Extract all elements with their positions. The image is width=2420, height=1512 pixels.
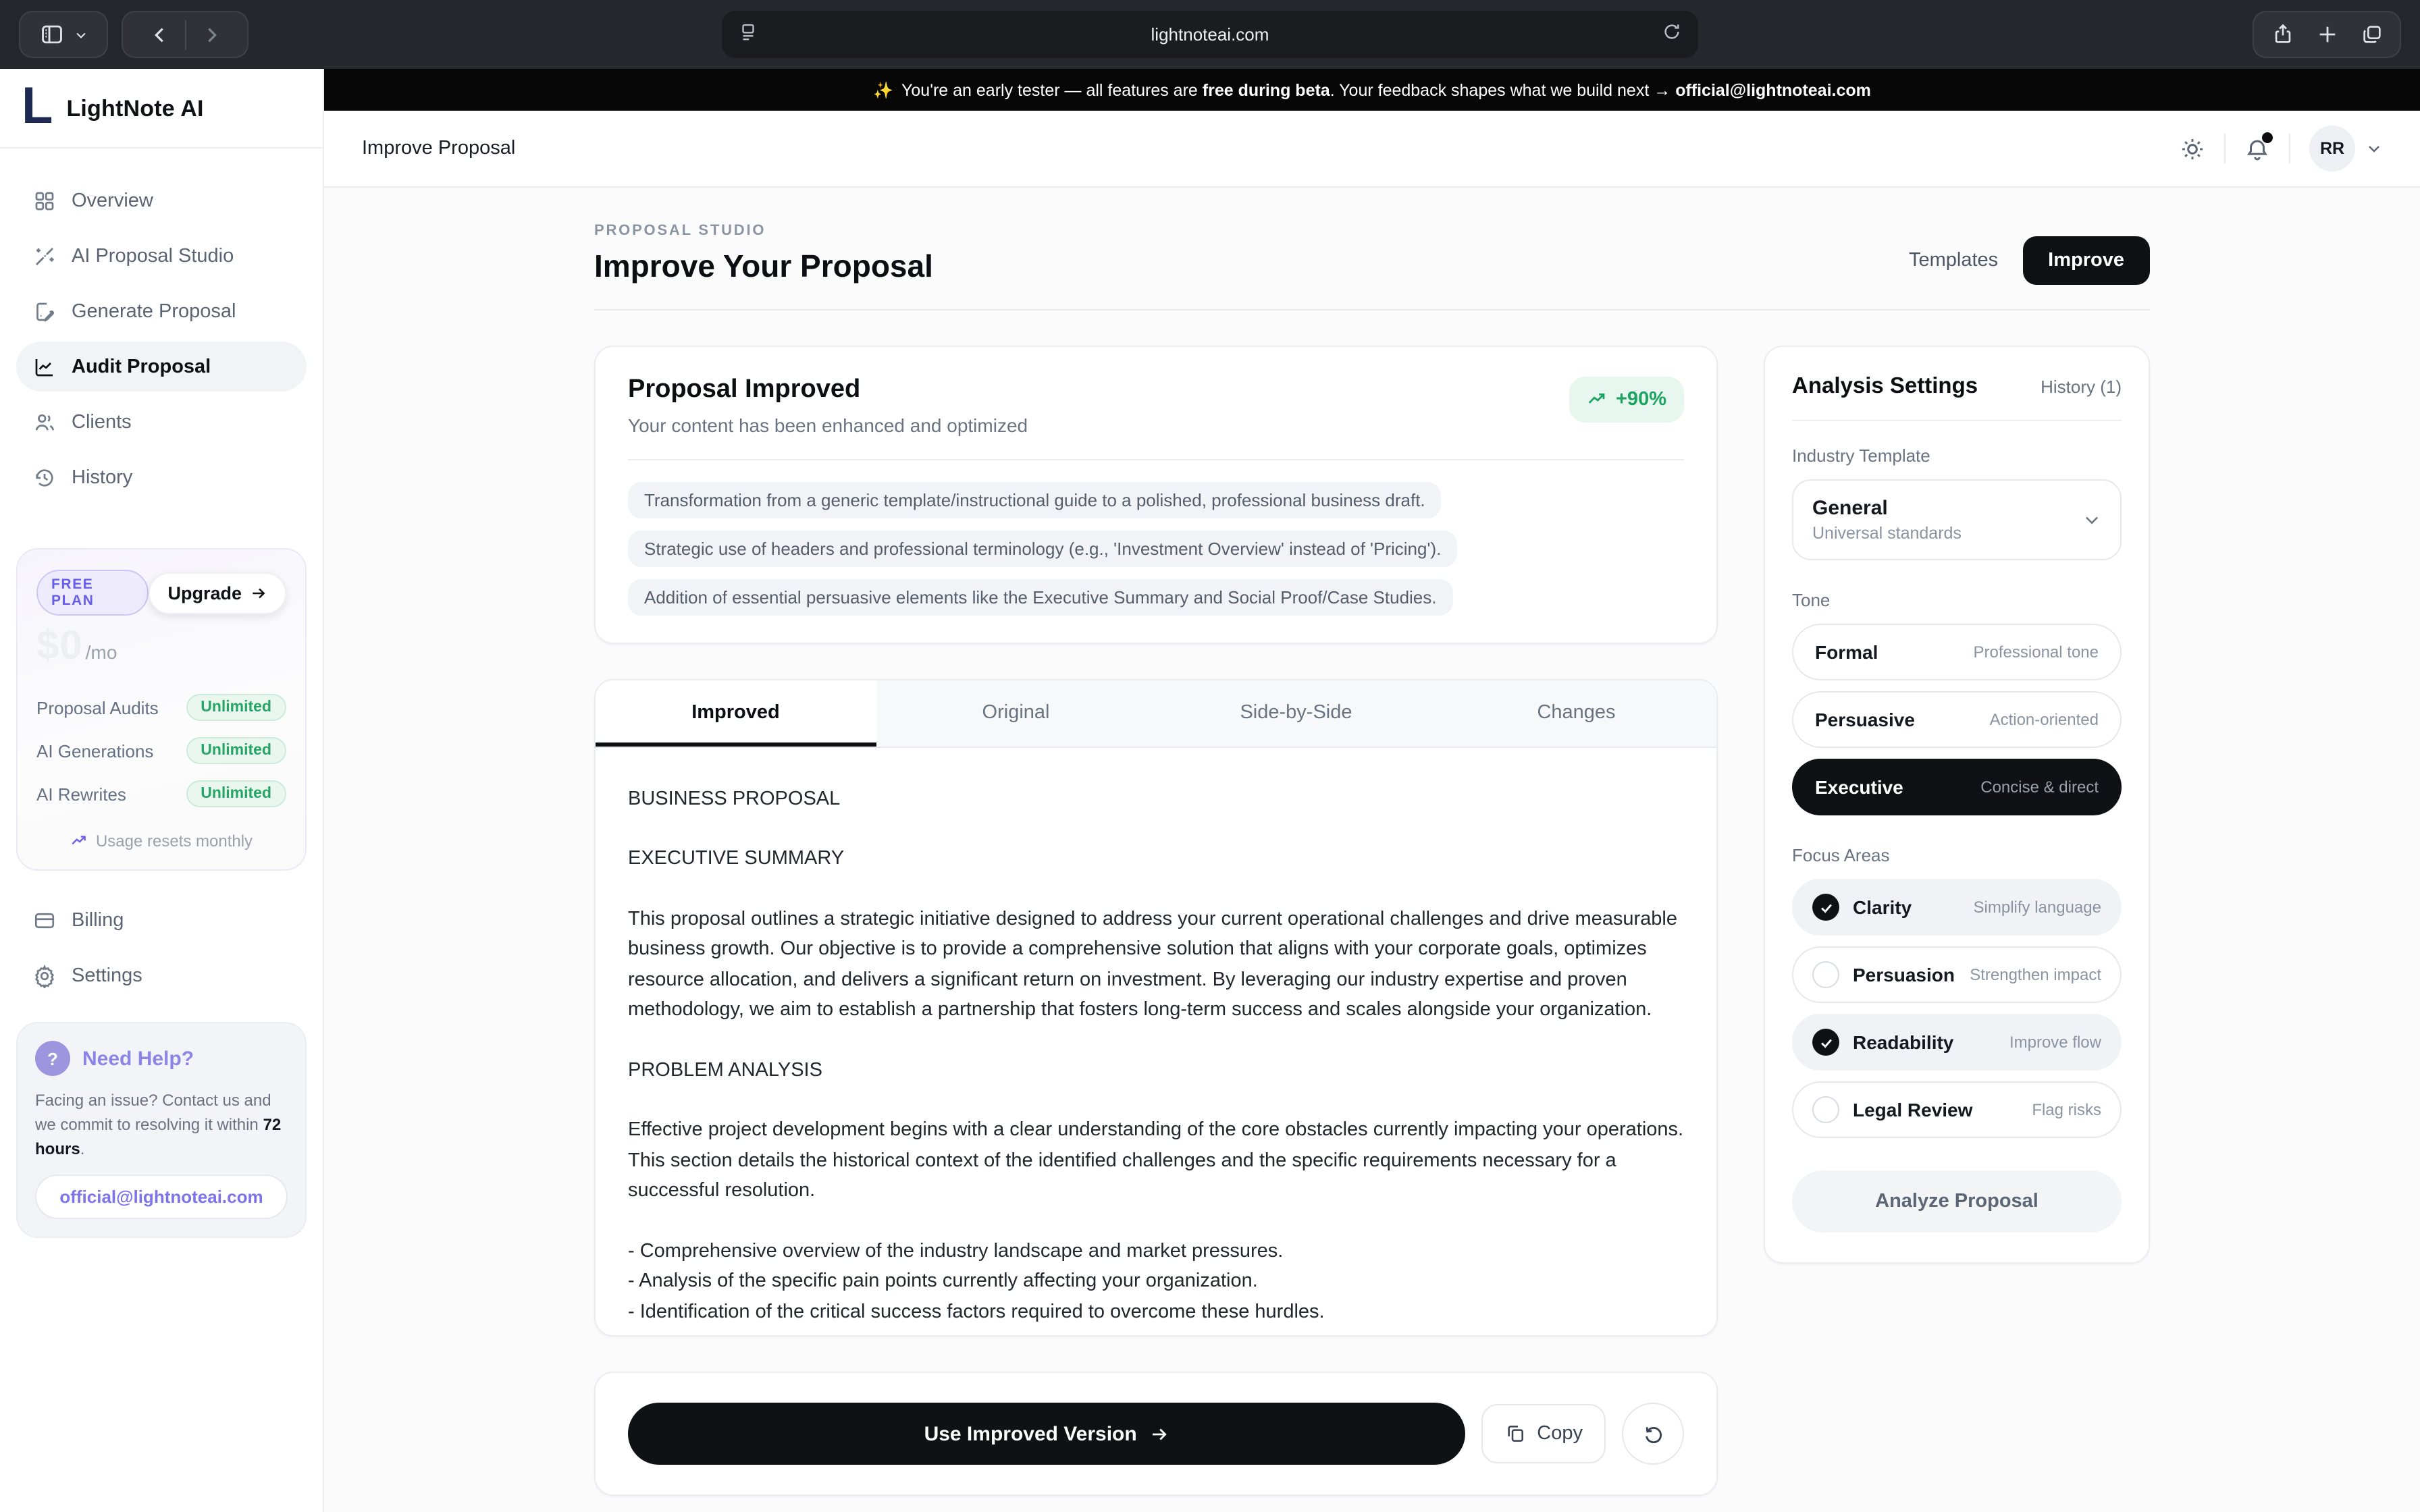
new-tab-icon[interactable] bbox=[2315, 23, 2338, 46]
industry-desc: Universal standards bbox=[1812, 524, 1962, 543]
reader-icon[interactable] bbox=[738, 21, 758, 48]
sidebar-footer-nav bbox=[0, 871, 323, 1000]
brand[interactable] bbox=[0, 69, 323, 147]
sidebar bbox=[0, 69, 324, 1512]
history-link[interactable]: History (1) bbox=[2041, 377, 2122, 397]
main-header bbox=[324, 111, 2420, 188]
focus-desc: Simplify language bbox=[1973, 898, 2101, 917]
chevron-down-icon bbox=[74, 28, 88, 41]
tone-option-formal[interactable] bbox=[1792, 624, 2122, 680]
sidebar-item-overview[interactable] bbox=[16, 176, 307, 225]
notifications-bell-icon[interactable] bbox=[2244, 136, 2270, 161]
doc-heading: BUSINESS PROPOSAL bbox=[628, 788, 841, 810]
doc-bullet: - Identification of the critical success factors required to overcome these hurdles. bbox=[628, 1301, 1325, 1323]
copy-button[interactable] bbox=[1481, 1404, 1606, 1463]
plan-price: $0 bbox=[36, 624, 83, 668]
focus-areas-label: Focus Areas bbox=[1792, 845, 1890, 865]
chevron-down-icon bbox=[2082, 510, 2101, 529]
use-improved-version-button[interactable] bbox=[628, 1403, 1465, 1465]
sidebar-item-label: Settings bbox=[72, 965, 142, 986]
credit-card-icon bbox=[32, 908, 57, 932]
plan-row-label: AI Rewrites bbox=[36, 784, 126, 804]
beta-banner bbox=[324, 69, 2420, 111]
browser-chrome bbox=[0, 0, 2420, 69]
user-menu[interactable] bbox=[2309, 126, 2382, 171]
chart-line-icon bbox=[32, 354, 57, 379]
circle-icon bbox=[1812, 961, 1839, 988]
templates-button[interactable]: Templates bbox=[1908, 250, 1999, 271]
header-rule bbox=[594, 309, 2150, 310]
circle-icon bbox=[1812, 1096, 1839, 1123]
action-bar bbox=[594, 1372, 1718, 1496]
analysis-settings-panel bbox=[1764, 346, 2150, 1264]
unlimited-badge: Unlimited bbox=[186, 780, 286, 807]
help-body-text: Facing an issue? Contact us and we commit to resolving it within bbox=[35, 1091, 271, 1134]
question-icon: ? bbox=[35, 1041, 70, 1076]
header-divider bbox=[2224, 134, 2226, 163]
breadcrumb: Improve Proposal bbox=[362, 138, 516, 159]
browser-nav-buttons bbox=[122, 11, 248, 58]
highlight-chip: Transformation from a generic template/instructional guide to a polished, professional business draft. bbox=[628, 482, 1442, 518]
score-value: +90% bbox=[1616, 389, 1666, 410]
focus-name: Readability bbox=[1853, 1031, 1954, 1053]
grid-icon bbox=[32, 188, 57, 213]
check-circle-icon bbox=[1812, 894, 1839, 921]
nav-divider bbox=[184, 20, 186, 49]
improve-button[interactable]: Improve bbox=[2022, 236, 2150, 285]
upgrade-button[interactable] bbox=[149, 572, 286, 614]
header-divider bbox=[2289, 134, 2290, 163]
sidebar-item-label: Overview bbox=[72, 190, 153, 211]
address-bar[interactable] bbox=[720, 9, 1700, 59]
sidebar-item-generate-proposal[interactable] bbox=[16, 286, 307, 336]
refresh-icon[interactable] bbox=[1662, 21, 1682, 48]
plan-row bbox=[36, 737, 286, 764]
focus-option-readability[interactable] bbox=[1792, 1014, 2122, 1071]
help-card bbox=[16, 1022, 307, 1238]
sidebar-item-ai-proposal-studio[interactable] bbox=[16, 231, 307, 281]
tab-original[interactable]: Original bbox=[982, 702, 1050, 724]
highlight-chip: Addition of essential persuasive elements like the Executive Summary and Social Proof/Case Studies. bbox=[628, 579, 1453, 616]
focus-option-clarity[interactable] bbox=[1792, 879, 2122, 936]
content bbox=[324, 188, 2420, 1512]
page-eyebrow: PROPOSAL STUDIO bbox=[594, 223, 766, 239]
sidebar-item-settings[interactable] bbox=[16, 950, 307, 1000]
focus-desc: Strengthen impact bbox=[1970, 965, 2101, 984]
plan-badge: FREE PLAN bbox=[36, 570, 149, 616]
copy-icon bbox=[1504, 1423, 1526, 1444]
theme-toggle-sun-icon[interactable] bbox=[2180, 136, 2205, 161]
plan-row bbox=[36, 780, 286, 807]
tone-label: Tone bbox=[1792, 590, 1831, 610]
tab-changes[interactable]: Changes bbox=[1537, 702, 1616, 724]
url-text: lightnoteai.com bbox=[1151, 24, 1269, 45]
sidebar-item-billing[interactable] bbox=[16, 895, 307, 945]
history-clock-icon bbox=[32, 465, 57, 489]
sidebar-item-history[interactable] bbox=[16, 452, 307, 502]
tone-name: Formal bbox=[1815, 641, 1878, 663]
support-email-button[interactable]: official@lightnoteai.com bbox=[35, 1174, 288, 1219]
sidebar-item-label: Audit Proposal bbox=[72, 356, 211, 377]
doc-heading: PROBLEM ANALYSIS bbox=[628, 1059, 822, 1081]
forward-icon[interactable] bbox=[199, 24, 221, 45]
tone-desc: Professional tone bbox=[1973, 643, 2099, 662]
panel-divider bbox=[1792, 420, 2122, 421]
users-icon bbox=[32, 410, 57, 434]
plan-card bbox=[16, 548, 307, 871]
sidebar-item-label: AI Proposal Studio bbox=[72, 245, 234, 267]
focus-option-legal-review[interactable] bbox=[1792, 1081, 2122, 1138]
plan-row bbox=[36, 694, 286, 721]
help-body-bold: 72 hours bbox=[35, 1115, 282, 1158]
industry-template-label: Industry Template bbox=[1792, 446, 1930, 466]
result-card bbox=[594, 346, 1718, 644]
result-title: Proposal Improved bbox=[628, 375, 861, 404]
check-circle-icon bbox=[1812, 1029, 1839, 1056]
main-area bbox=[324, 69, 2420, 1512]
help-body bbox=[35, 1088, 288, 1161]
proposal-viewer-card bbox=[594, 679, 1718, 1336]
back-icon[interactable] bbox=[149, 24, 171, 45]
help-title: Need Help? bbox=[82, 1047, 194, 1070]
document-pen-icon bbox=[32, 299, 57, 323]
tone-option-executive[interactable] bbox=[1792, 759, 2122, 815]
sidebar-item-label: Billing bbox=[72, 909, 124, 931]
analyze-proposal-button[interactable]: Analyze Proposal bbox=[1792, 1170, 2122, 1233]
tone-option-persuasive[interactable] bbox=[1792, 691, 2122, 748]
sidebar-panel-icon bbox=[39, 22, 65, 47]
trend-up-icon bbox=[70, 832, 88, 850]
doc-bullet: - Analysis of the specific pain points currently affecting your organization. bbox=[628, 1270, 1258, 1293]
tone-name: Persuasive bbox=[1815, 709, 1915, 730]
doc-paragraph: This proposal outlines a strategic initiative designed to address your current operational challenges and drive measurable business growth. Our objective is to provide a comprehensive solution that aligns with your corporate goals, optimizes resource allocation, and delivers a significant return on investment. By leveraging our industry expertise and proven methodology, we aim to establish a partnership that fosters long-term success and scales alongside your organization. bbox=[628, 908, 1678, 1021]
highlight-chip: Strategic use of headers and professional terminology (e.g., 'Investment Overview' instead of 'Pricing'). bbox=[628, 531, 1457, 567]
focus-name: Persuasion bbox=[1853, 964, 1955, 986]
sidebar-item-label: Generate Proposal bbox=[72, 300, 236, 322]
tone-name: Executive bbox=[1815, 776, 1903, 798]
help-body-text: . bbox=[80, 1139, 85, 1158]
proposal-text bbox=[596, 748, 1716, 1335]
sidebar-item-audit-proposal[interactable] bbox=[16, 342, 307, 392]
result-subtitle: Your content has been enhanced and optimized bbox=[628, 414, 1028, 436]
panel-title: Analysis Settings bbox=[1792, 374, 1978, 398]
sidebar-item-label: History bbox=[72, 466, 133, 488]
sidebar-nav bbox=[0, 148, 323, 502]
plan-row-label: Proposal Audits bbox=[36, 697, 159, 718]
banner-text: You're an early tester — all features are free during beta. Your feedback shapes what we build next → official@lightnoteai.com bbox=[901, 80, 1871, 99]
use-improved-label: Use Improved Version bbox=[924, 1422, 1137, 1446]
tab-bar bbox=[596, 680, 1716, 748]
plan-period: /mo bbox=[85, 641, 117, 663]
wand-icon bbox=[32, 244, 57, 268]
focus-option-persuasion[interactable] bbox=[1792, 946, 2122, 1003]
copy-label: Copy bbox=[1537, 1423, 1583, 1445]
undo-icon bbox=[1641, 1422, 1664, 1445]
brand-name: LightNote AI bbox=[66, 96, 204, 122]
usage-note: Usage resets monthly bbox=[95, 832, 253, 850]
share-icon[interactable] bbox=[2271, 23, 2294, 46]
focus-name: Clarity bbox=[1853, 896, 1912, 918]
tone-desc: Action-oriented bbox=[1989, 710, 2099, 729]
browser-sidebar-toggle[interactable] bbox=[19, 11, 108, 58]
notification-dot bbox=[2262, 132, 2273, 142]
doc-paragraph: Effective project development begins with a clear understanding of the core obstacles currently impacting your operations. This section details the historical context of the identified challenges and the specific requirements necessary for a successful resolution. bbox=[628, 1119, 1684, 1202]
reset-button[interactable] bbox=[1622, 1403, 1684, 1465]
sidebar-item-label: Clients bbox=[72, 411, 132, 433]
brand-logo: L bbox=[22, 78, 53, 135]
tab-side-by-side[interactable]: Side-by-Side bbox=[1240, 702, 1352, 724]
arrow-right-icon bbox=[250, 584, 267, 601]
trend-up-icon bbox=[1586, 389, 1606, 410]
focus-desc: Flag risks bbox=[2032, 1100, 2101, 1119]
result-divider bbox=[628, 459, 1684, 460]
doc-bullet: - Comprehensive overview of the industry landscape and market pressures. bbox=[628, 1240, 1284, 1262]
tab-overview-icon[interactable] bbox=[2360, 23, 2383, 46]
gear-icon bbox=[32, 963, 57, 988]
doc-heading: EXECUTIVE SUMMARY bbox=[628, 848, 845, 870]
industry-template-select[interactable] bbox=[1792, 479, 2122, 560]
score-badge bbox=[1569, 377, 1684, 423]
tone-desc: Concise & direct bbox=[1980, 778, 2099, 796]
sparkles-icon: ✨ bbox=[873, 80, 893, 99]
arrow-right-icon bbox=[1149, 1424, 1169, 1444]
page-title: Improve Your Proposal bbox=[594, 248, 933, 284]
unlimited-badge: Unlimited bbox=[186, 694, 286, 721]
plan-row-label: AI Generations bbox=[36, 740, 154, 761]
sidebar-item-clients[interactable] bbox=[16, 397, 307, 447]
focus-desc: Improve flow bbox=[2009, 1033, 2101, 1052]
browser-right-buttons bbox=[2253, 11, 2401, 58]
avatar: RR bbox=[2309, 126, 2355, 171]
unlimited-badge: Unlimited bbox=[186, 737, 286, 764]
focus-name: Legal Review bbox=[1853, 1099, 1973, 1120]
chevron-down-icon bbox=[2366, 140, 2382, 157]
tab-improved[interactable]: Improved bbox=[596, 680, 876, 747]
upgrade-label: Upgrade bbox=[167, 583, 242, 603]
industry-value: General bbox=[1812, 497, 1888, 520]
